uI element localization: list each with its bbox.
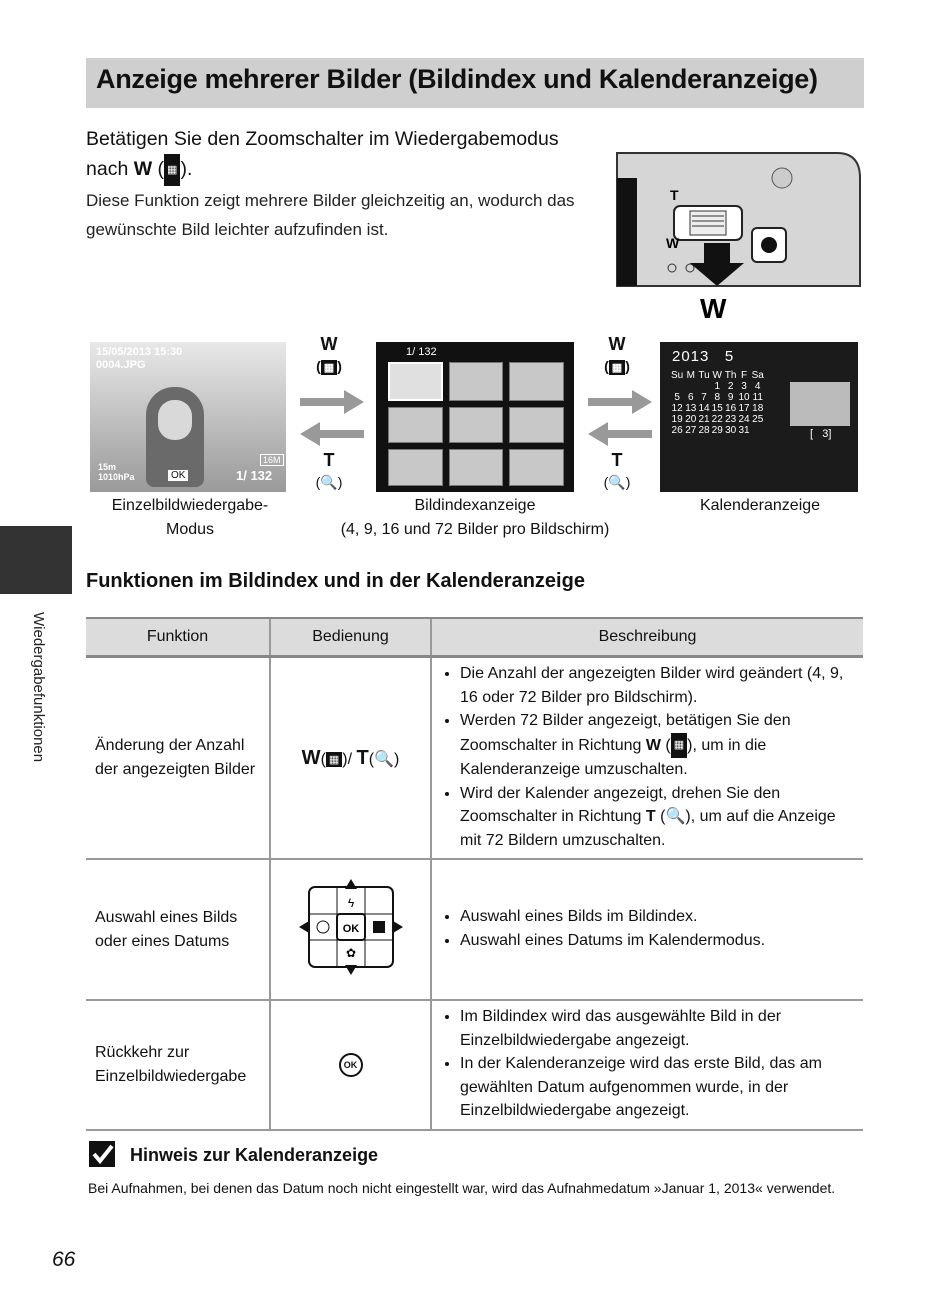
thumbnail-grid (388, 362, 564, 486)
calendar-day (697, 381, 710, 392)
lead-line-1: Betätigen Sie den Zoomschalter im Wiedergabemodus (86, 128, 559, 150)
calendar-day: 18 (752, 403, 764, 414)
camera-w-big-label: W (700, 293, 727, 323)
single-pressure: 1010hPa (98, 472, 135, 482)
calendar-day: 14 (698, 403, 710, 414)
svg-text:✿: ✿ (345, 946, 356, 960)
page-number: 66 (52, 1248, 76, 1271)
table-row (86, 859, 863, 1000)
lead-w-symbol: W (133, 158, 153, 181)
calendar-day: 6 (688, 392, 694, 403)
row1-funktion: Änderung der Anzahl der angezeigten Bilder (86, 657, 270, 860)
thumbnail (509, 449, 564, 486)
caption-index-2: (4, 9, 16 und 72 Bilder pro Bildschirm) (340, 521, 610, 538)
calendar-day: 16 (725, 403, 737, 414)
single-size: 15m (98, 462, 117, 472)
thumbnail (388, 407, 443, 444)
calendar-weekday: M (686, 370, 695, 381)
thumbnail-icon: ▦ (326, 752, 342, 767)
lead-text (86, 124, 606, 186)
calendar-day: 13 (685, 403, 697, 414)
calendar-day: 19 (671, 414, 683, 425)
calendar-day: 23 (725, 414, 737, 425)
caption-index-1: Bildindexanzeige (414, 497, 536, 514)
col-header-bedienung: Bedienung (270, 618, 431, 657)
table-row (86, 1000, 863, 1130)
camera-zoom-illustration (612, 148, 862, 323)
col-header-funktion: Funktion (86, 618, 270, 657)
calendar-weekday: W (712, 370, 722, 381)
calendar-day: 11 (752, 392, 763, 403)
left-t-label: T (🔍) (315, 450, 343, 490)
calendar-weekday: Sa (751, 370, 764, 381)
calendar-weekday: F (740, 370, 748, 381)
page-title: Anzeige mehrerer Bilder (Bildindex und Kalenderanzeige) (96, 64, 818, 94)
row2-beschreibung: • Auswahl eines Bilds im Bildindex. • Auswahl eines Datums im Kalendermodus. (431, 859, 863, 1000)
calendar-weekday: Su (671, 370, 684, 381)
single-counter: 1/ 132 (236, 468, 273, 483)
multi-selector-icon (297, 877, 405, 977)
table-row (86, 657, 863, 860)
intro-description: Diese Funktion zeigt mehrere Bilder gleichzeitig an, wodurch das gewünschte Bild leichter aufzufinden ist. (86, 191, 575, 239)
side-chapter-label: Wiedergabefunktionen (30, 612, 47, 763)
calendar-day: 7 (701, 392, 707, 403)
calendar-weekday: Th (724, 370, 737, 381)
svg-text:ϟ: ϟ (347, 896, 354, 910)
calendar-day: 21 (698, 414, 710, 425)
calendar-day: 10 (738, 392, 750, 403)
single-image-screen (90, 342, 286, 492)
single-filename: 0004.JPG (96, 359, 146, 371)
calendar-day: 12 (671, 403, 683, 414)
camera-t-label: T (670, 187, 679, 203)
thumbnail-icon: ▦ (164, 154, 180, 186)
calendar-count: 3 (822, 428, 829, 440)
row3-bedienung (270, 1000, 431, 1130)
note-text: Bei Aufnahmen, bei denen das Datum noch nicht eingestellt war, wird das Aufnahmedatum »Januar 1, 2013« verwendet. (88, 1180, 836, 1196)
single-mode-badge: 16M (260, 454, 284, 466)
lead-suffix: ). (180, 158, 193, 181)
caption-single: Einzelbildwiedergabe- Modus (111, 497, 269, 538)
calendar-day (684, 381, 697, 392)
thumbnail (509, 362, 564, 401)
ok-button-icon: OK (339, 1053, 363, 1077)
caption-calendar: Kalenderanzeige (699, 497, 821, 514)
row1-beschreibung: • Die Anzahl der angezeigten Bilder wird geändert (4, 9, 16 oder 72 Bilder pro Bildschirm). • Werden 72 Bilder angezeigt, betätigen Sie den Zoomschalter in Richtung W ( ▦ ), um in die Kalenderanzeige umzuschalten. • Wird der Kalender angezeigt, drehen Sie den Zoomschalter in Richtung T (🔍), um auf die Anzeige mit 72 Bildern umzuschalten. (431, 657, 863, 860)
row2-funktion: Auswahl eines Bilds oder eines Datums (86, 859, 270, 1000)
thumbnail (449, 362, 504, 401)
ok-badge: OK (168, 470, 188, 481)
calendar-day: 5 (674, 392, 680, 403)
calendar-year: 2013 (672, 348, 710, 365)
calendar-day: 9 (727, 392, 734, 403)
calendar-day: 26 (671, 425, 683, 436)
single-datetime: 15/05/2013 15:30 (96, 346, 183, 358)
row1-bedienung: W( ▦ )/ T(🔍) (270, 657, 431, 860)
lead-prefix: nach (86, 158, 129, 181)
col-header-beschreibung: Beschreibung (431, 618, 863, 657)
caption-index (330, 494, 620, 542)
functions-table (86, 617, 863, 1131)
calendar-day: 15 (711, 403, 723, 414)
row3-beschreibung: • Im Bildindex wird das ausgewählte Bild in der Einzelbildwiedergabe angezeigt. • In der Kalenderanzeige wird das erste Bild, das am gewählten Datum aufgenommen wurde, in der Einzelbildwiedergabe angezeigt. (431, 1000, 863, 1130)
calendar-screen: 2013 5 Su M Tu W Th F Sa 1 2 3 4 5 6 7 8 9 10 11 12 13 14 15 16 17 18 19 20 21 22 23 24 25 26 27 28 29 30 31 [ 3] (660, 342, 858, 492)
right-t-label: T (🔍) (603, 450, 631, 490)
lead-line-2: nach W ( ▦ ). (86, 154, 606, 186)
thumbnail-icon: ▦ (671, 733, 687, 759)
right-w-label: W ( ▦ ) (604, 334, 630, 374)
note-title: Hinweis zur Kalenderanzeige (130, 1145, 379, 1165)
thumbnail (509, 407, 564, 444)
section-heading: Funktionen im Bildindex und in der Kalenderanzeige (86, 570, 585, 592)
svg-text:OK: OK (342, 923, 359, 935)
calendar-day: 17 (738, 403, 750, 414)
row2-bedienung (270, 859, 431, 1000)
left-w-label: W ( ▦ ) (316, 334, 342, 374)
thumbnail (388, 362, 443, 401)
calendar-day (670, 381, 684, 392)
calendar-day: 2 (727, 381, 734, 392)
thumbnail (449, 449, 504, 486)
calendar-day: 20 (685, 414, 697, 425)
calendar-month: 5 (724, 348, 735, 365)
zoom-in-icon: 🔍 (665, 808, 686, 825)
zoom-in-icon: 🔍 (374, 750, 394, 768)
calendar-day: 29 (711, 425, 723, 436)
left-arrows-icon (300, 390, 364, 446)
calendar-day: 25 (752, 414, 764, 425)
calendar-day: 3 (741, 381, 747, 392)
calendar-day: 27 (685, 425, 697, 436)
calendar-day: 4 (754, 381, 761, 392)
camera-w-label: W (666, 235, 680, 251)
calendar-day: 22 (711, 414, 723, 425)
calendar-day (751, 425, 765, 436)
thumbnail (449, 407, 504, 444)
calendar-day: 31 (738, 425, 750, 436)
checkmark-icon (88, 1140, 118, 1168)
row3-funktion: Rückkehr zur Einzelbildwiedergabe (86, 1000, 270, 1130)
index-screen (376, 342, 574, 492)
thumbnail (388, 449, 443, 486)
calendar-day: 30 (725, 425, 737, 436)
calendar-table (670, 370, 765, 436)
side-tab (0, 526, 72, 594)
calendar-day: 1 (714, 381, 721, 392)
calendar-weekday: Tu (698, 370, 710, 381)
calendar-day: 24 (738, 414, 750, 425)
index-counter: 1/ 132 (406, 346, 437, 358)
calendar-day: 8 (714, 392, 721, 403)
calendar-day: 28 (698, 425, 710, 436)
right-arrows-icon (588, 390, 652, 446)
